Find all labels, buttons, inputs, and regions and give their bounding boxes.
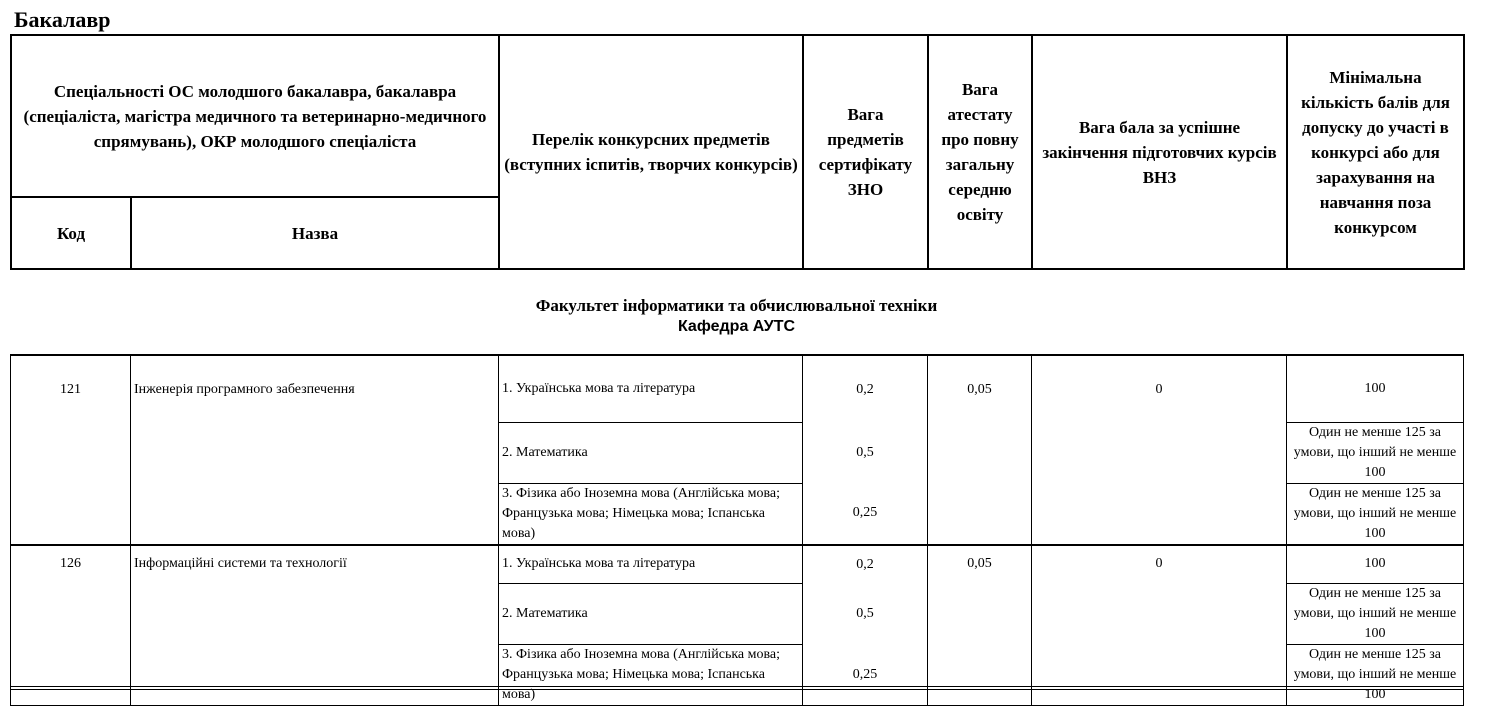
certificate-weight: 0,05 (928, 355, 1032, 545)
subject-name: 3. Фізика або Іноземна мова (Англійська мова; Французька мова; Німецька мова; Іспанська мова) (499, 645, 803, 706)
courses-weight: 0 (1032, 355, 1287, 545)
min-score: 100 (1287, 355, 1464, 422)
header-min-score: Мінімальна кількість балів для допуску до участі в конкурсі або для зарахування на навчання поза конкурсом (1287, 35, 1464, 269)
subject-name: 2. Математика (499, 584, 803, 645)
header-courses-weight: Вага бала за успішне закінчення підготовчих курсів ВНЗ (1032, 35, 1287, 269)
min-score: 100 (1287, 545, 1464, 584)
program-code: 126 (11, 545, 131, 706)
subject-weight: 0,5 (803, 584, 928, 645)
header-subjects: Перелік конкурсних предметів (вступних іспитів, творчих конкурсів) (499, 35, 803, 269)
subject-weight: 0,5 (803, 422, 928, 483)
page-title: Бакалавр (14, 7, 111, 32)
table-row (11, 545, 1464, 584)
header-specialties: Спеціальності ОС молодшого бакалавра, бакалавра (спеціаліста, магістра медичного та ветеринарно-медичного спрямувань), ОКР молодшого спеціаліста (11, 35, 499, 197)
program-code: 121 (11, 355, 131, 545)
department-name: Кафедра АУТС (677, 318, 796, 335)
subject-name: 3. Фізика або Іноземна мова (Англійська мова; Французька мова; Німецька мова; Іспанська мова) (499, 483, 803, 545)
header-code: Код (11, 197, 131, 269)
subject-weight: 0,25 (803, 645, 928, 706)
bottom-divider (10, 686, 1463, 690)
certificate-weight: 0,05 (928, 545, 1032, 706)
header-name: Назва (131, 197, 499, 269)
header-certificate-weight: Вага атестату про повну загальну середню освіту (928, 35, 1032, 269)
program-name: Інженерія програмного забезпечення (131, 355, 499, 545)
min-score: Один не менше 125 за умови, що інший не менше 100 (1287, 584, 1464, 645)
table-row (11, 355, 1464, 422)
min-score: Один не менше 125 за умови, що інший не менше 100 (1287, 645, 1464, 706)
programs-table (10, 354, 1464, 706)
subject-name: 2. Математика (499, 422, 803, 483)
program-name: Інформаційні системи та технології (131, 545, 499, 706)
subject-weight: 0,25 (803, 483, 928, 545)
subject-weight: 0,2 (803, 545, 928, 584)
header-zno-weight: Вага предметів сертифікату ЗНО (803, 35, 928, 269)
courses-weight: 0 (1032, 545, 1287, 706)
min-score: Один не менше 125 за умови, що інший не менше 100 (1287, 483, 1464, 545)
faculty-name: Факультет інформатики та обчислювальної техніки (535, 296, 938, 315)
min-score: Один не менше 125 за умови, що інший не менше 100 (1287, 422, 1464, 483)
subject-name: 1. Українська мова та література (499, 355, 803, 422)
subject-weight: 0,2 (803, 355, 928, 422)
subject-name: 1. Українська мова та література (499, 545, 803, 584)
header-table (10, 34, 1465, 270)
